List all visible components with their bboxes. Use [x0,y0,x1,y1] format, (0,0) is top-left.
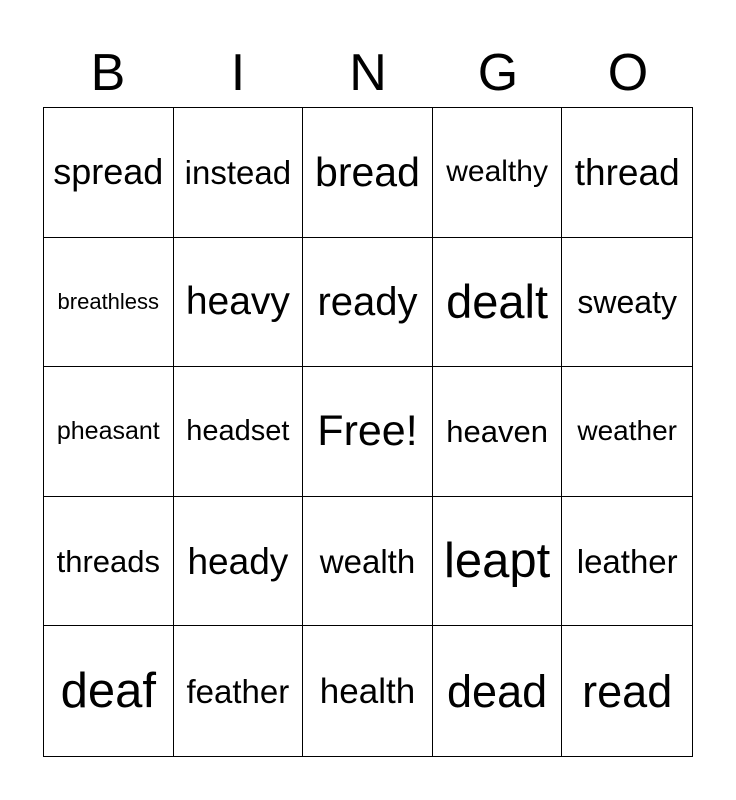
bingo-cell[interactable]: dealt [433,238,563,368]
header-letter-b: B [90,44,126,102]
bingo-cell[interactable]: wealth [303,497,433,627]
bingo-cell[interactable]: instead [174,108,304,238]
bingo-cell[interactable]: wealthy [433,108,563,238]
bingo-cell[interactable]: breathless [44,238,174,368]
bingo-cell[interactable]: feather [174,626,304,756]
header-letter-i: I [230,44,246,102]
bingo-cell[interactable]: heaven [433,367,563,497]
bingo-cell[interactable]: spread [44,108,174,238]
bingo-cell[interactable]: dead [433,626,563,756]
bingo-cell[interactable]: headset [174,367,304,497]
bingo-cell[interactable]: leapt [433,497,563,627]
bingo-cell[interactable]: read [582,665,673,717]
bingo-cell[interactable]: heavy [174,238,304,368]
bingo-cell[interactable]: heady [174,497,304,627]
header-letter-g: G [477,44,519,102]
bingo-cell[interactable]: weather [562,367,692,497]
bingo-cell[interactable]: sweaty [562,238,692,368]
bingo-free-cell[interactable]: Free! [303,367,433,497]
bingo-cell[interactable]: pheasant [44,367,174,497]
bingo-cell[interactable]: bread [303,108,433,238]
bingo-cell[interactable]: thread [562,108,692,238]
bingo-cell[interactable]: leather [562,497,692,627]
bingo-board [43,107,693,757]
header-letter-n: N [349,44,387,102]
bingo-cell[interactable]: health [303,626,433,756]
bingo-cell[interactable]: deaf [44,626,174,756]
bingo-header [43,40,693,106]
bingo-cell[interactable]: ready [303,238,433,368]
header-letter-o: O [607,44,649,102]
bingo-cell[interactable]: threads [44,497,174,627]
